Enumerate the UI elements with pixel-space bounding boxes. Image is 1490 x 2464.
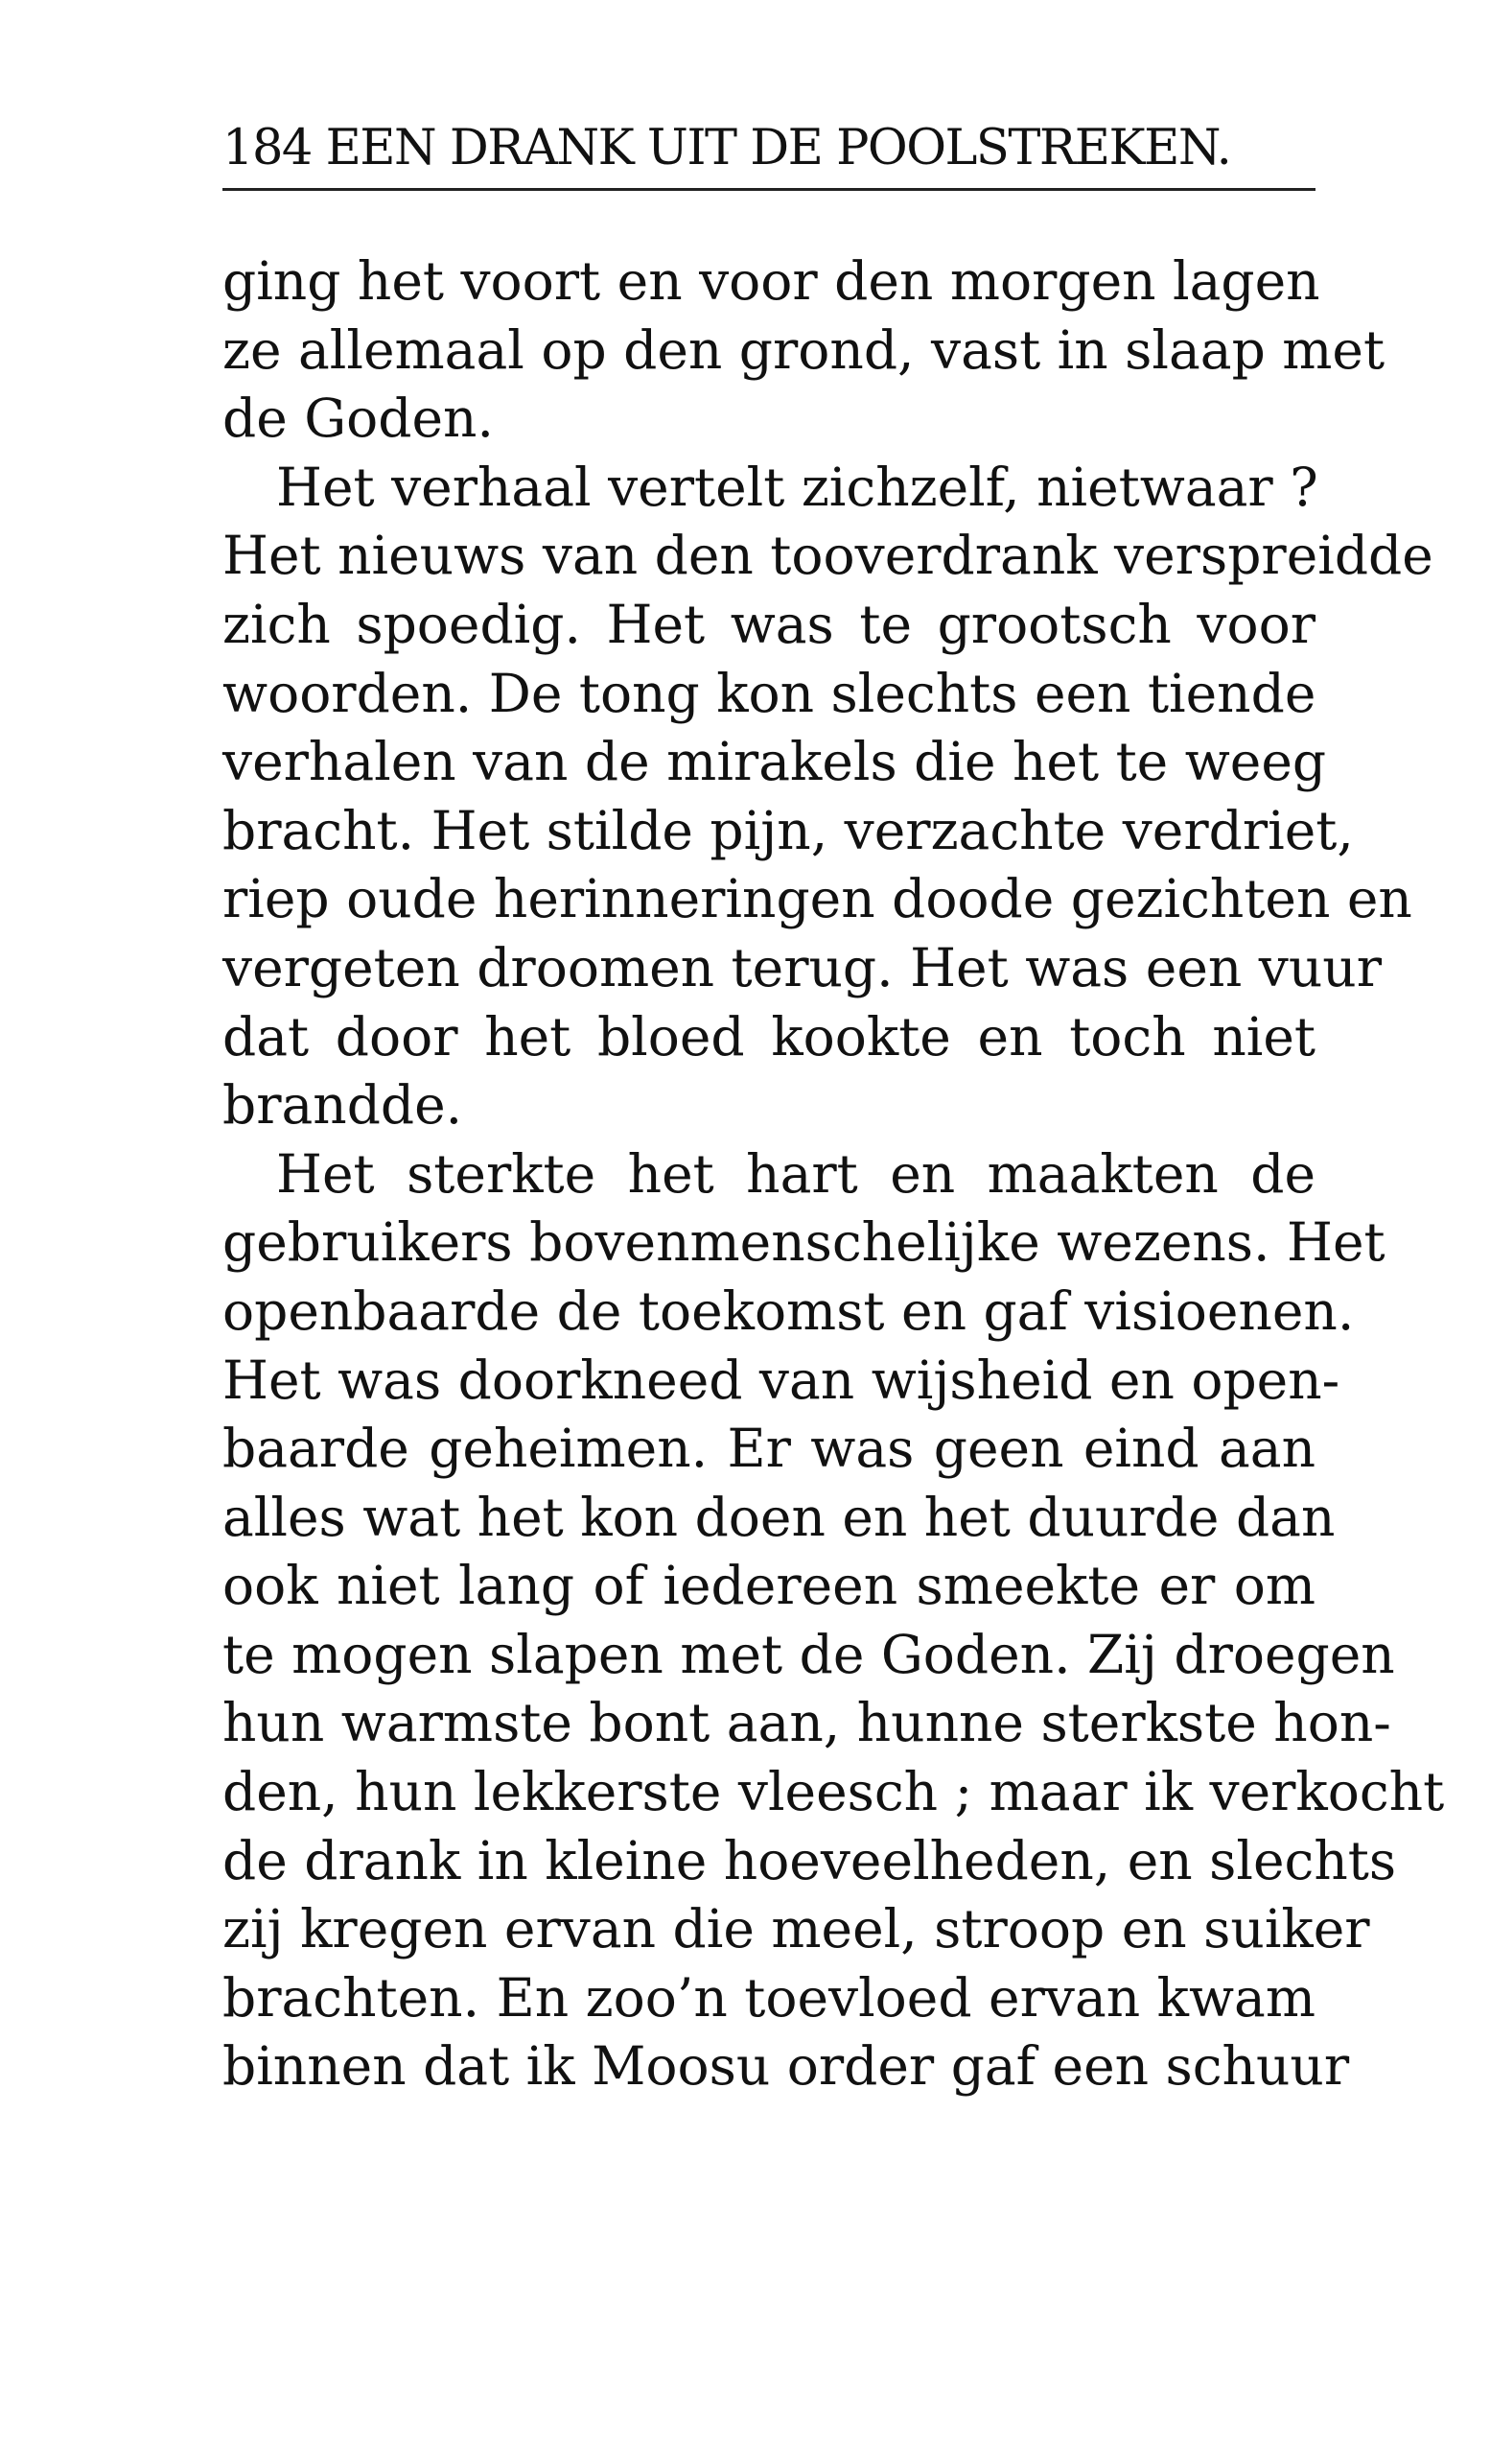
- text-line: ook niet lang of iedereen smeekte er om: [222, 1555, 1315, 1617]
- text-line: brandde.: [222, 1074, 463, 1137]
- text-line: woorden. De tong kon slechts een tiende: [222, 662, 1316, 724]
- text-line: Het nieuws van den tooverdrank verspreidde: [222, 525, 1433, 587]
- text-line: dat door het bloed kookte en toch niet: [222, 1005, 1315, 1068]
- text-line: binnen dat ik Moosu order gaf een schuur: [222, 2035, 1350, 2098]
- text-line: de Goden.: [222, 387, 494, 450]
- header-rule: [222, 188, 1315, 191]
- running-title: EEN DRANK UIT DE POOLSTREKEN.: [325, 120, 1231, 176]
- text-line: de drank in kleine hoeveelheden, en slechts: [222, 1829, 1397, 1891]
- text-line: verhalen van de mirakels die het te weeg: [222, 731, 1327, 793]
- text-line: bracht. Het stilde pijn, verzachte verdriet,: [222, 799, 1354, 861]
- text-line: zich spoedig. Het was te grootsch voor: [222, 593, 1315, 655]
- page-body: [222, 247, 1445, 2101]
- text-line: ging het voort en voor den morgen lagen: [222, 250, 1320, 312]
- text-line: baarde geheimen. Er was geen eind aan: [222, 1418, 1315, 1480]
- text-line: Het was doorkneed van wijsheid en open-: [222, 1349, 1340, 1411]
- text-line: ze allemaal op den grond, vast in slaap met: [222, 318, 1385, 381]
- text-line: vergeten droomen terug. Het was een vuur: [222, 936, 1382, 998]
- text-line: alles wat het kon doen en het duurde dan: [222, 1486, 1336, 1548]
- running-header: [222, 115, 1315, 182]
- text-line: openbaarde de toekomst en gaf visioenen.: [222, 1279, 1355, 1342]
- text-line: hun warmste bont aan, hunne sterkste hon-: [222, 1692, 1391, 1754]
- text-line: gebruikers bovenmenschelijke wezens. Het: [222, 1211, 1385, 1274]
- text-line: brachten. En zoo’n toevloed ervan kwam: [222, 1966, 1315, 2029]
- text-line: zij kregen ervan die meel, stroop en suiker: [222, 1898, 1370, 1960]
- text-line: riep oude herinneringen doode gezichten en: [222, 868, 1412, 930]
- text-line: Het sterkte het hart en maakten de: [276, 1142, 1315, 1205]
- text-line: te mogen slapen met de Goden. Zij droegen: [222, 1623, 1395, 1685]
- text-line: den, hun lekkerste vleesch ; maar ik verkocht: [222, 1761, 1445, 1823]
- page-number: 184: [222, 120, 312, 176]
- text-line: Het verhaal vertelt zichzelf, nietwaar ?: [276, 456, 1318, 518]
